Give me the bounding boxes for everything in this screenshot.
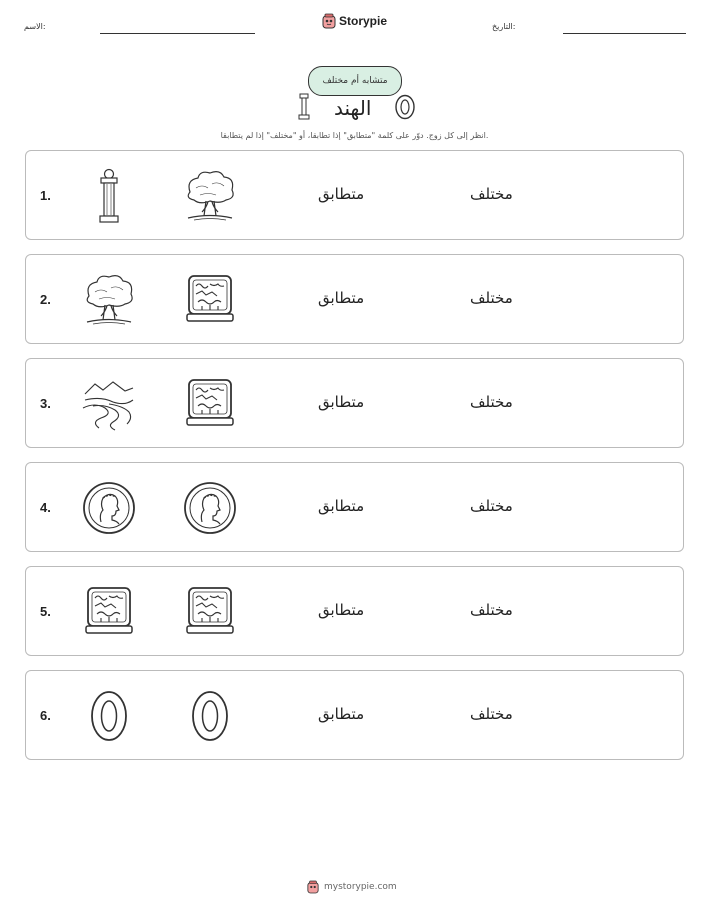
question-number: 2. <box>40 292 51 307</box>
date-line[interactable] <box>563 33 686 34</box>
zero-icon <box>180 688 240 744</box>
pillar-icon <box>79 168 139 224</box>
option-same[interactable]: متطابق <box>318 705 365 723</box>
storypie-mascot-icon <box>322 13 336 29</box>
seal-icon <box>180 584 240 640</box>
coin-icon <box>79 480 139 536</box>
question-card <box>25 670 684 760</box>
tree-icon <box>79 272 139 328</box>
brand <box>322 13 387 29</box>
question-number: 4. <box>40 500 51 515</box>
option-different[interactable]: مختلف <box>470 185 513 203</box>
storypie-mascot-icon <box>307 880 319 894</box>
title-row <box>0 92 709 124</box>
option-same[interactable]: متطابق <box>318 601 365 619</box>
coin-icon <box>180 480 240 536</box>
question-number: 3. <box>40 396 51 411</box>
option-different[interactable]: مختلف <box>470 393 513 411</box>
option-different[interactable]: مختلف <box>470 705 513 723</box>
question-card <box>25 254 684 344</box>
brand-name: Storypie <box>339 14 388 28</box>
question-number: 5. <box>40 604 51 619</box>
zero-icon <box>394 94 416 120</box>
name-label: الاسم: <box>24 22 46 31</box>
option-same[interactable]: متطابق <box>318 289 365 307</box>
instructions: انظر إلى كل زوج. دوّر على كلمة "متطابق" إذا تطابقا، أو "مختلف" إذا لم يتطابقا. <box>220 131 489 140</box>
pillar-icon <box>298 92 310 120</box>
seal-icon <box>180 376 240 432</box>
option-different[interactable]: مختلف <box>470 497 513 515</box>
question-card <box>25 358 684 448</box>
option-different[interactable]: مختلف <box>470 289 513 307</box>
question-number: 1. <box>40 188 51 203</box>
question-number: 6. <box>40 708 51 723</box>
zero-icon <box>79 688 139 744</box>
seal-icon <box>180 272 240 328</box>
option-same[interactable]: متطابق <box>318 497 365 515</box>
question-card <box>25 150 684 240</box>
tree-icon <box>180 168 240 224</box>
footer-url[interactable]: mystorypie.com <box>324 882 397 892</box>
footer <box>307 880 397 894</box>
date-label: التاريخ: <box>492 22 516 31</box>
option-different[interactable]: مختلف <box>470 601 513 619</box>
question-card <box>25 566 684 656</box>
option-same[interactable]: متطابق <box>318 185 365 203</box>
river-icon <box>79 376 139 432</box>
name-line[interactable] <box>100 33 255 34</box>
worksheet-type-badge: متشابه أم مختلف <box>308 66 402 96</box>
option-same[interactable]: متطابق <box>318 393 365 411</box>
question-card <box>25 462 684 552</box>
page-title: الهند <box>334 96 372 120</box>
seal-icon <box>79 584 139 640</box>
